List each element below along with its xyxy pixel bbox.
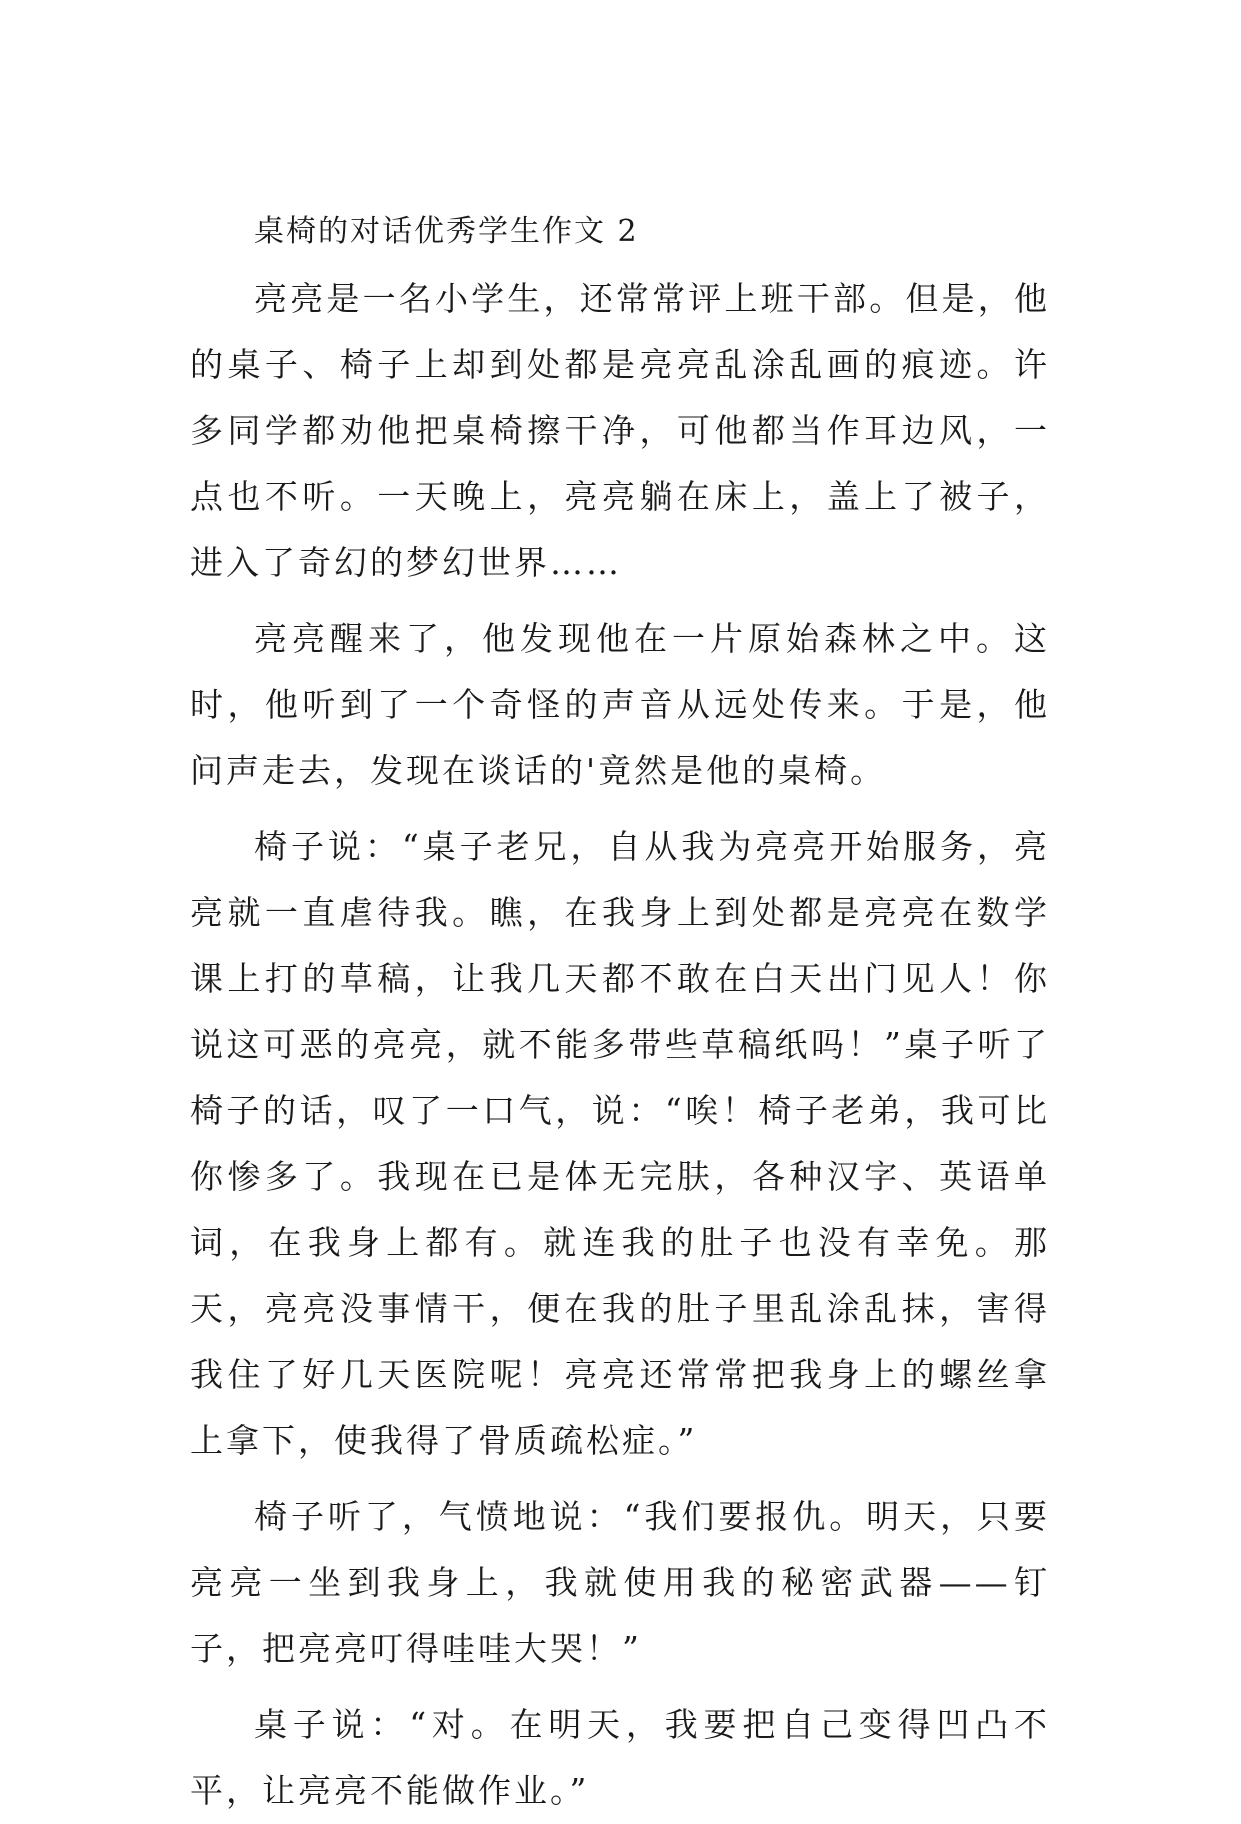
paragraph-2: 亮亮醒来了，他发现他在一片原始森林之中。这时，他听到了一个奇怪的声音从远处传来。于是，他问声走去，发现在谈话的'竟然是他的桌椅。 [190, 619, 1050, 790]
paragraph-4: 椅子听了，气愤地说：“我们要报仇。明天，只要亮亮一坐到我身上，我就使用我的秘密武器——钉子，把亮亮叮得哇哇大哭！” [190, 1497, 1050, 1668]
document-body [190, 210, 1050, 1824]
essay-title: 桌椅的对话优秀学生作文 2 [254, 214, 639, 249]
paragraph-5: 桌子说：“对。在明天，我要把自己变得凹凸不平，让亮亮不能做作业。” [190, 1705, 1050, 1810]
paragraph-1: 亮亮是一名小学生，还常常评上班干部。但是，他的桌子、椅子上却到处都是亮亮乱涂乱画的痕迹。许多同学都劝他把桌椅擦干净，可他都当作耳边风，一点也不听。一天晚上，亮亮躺在床上，盖上了被子，进入了奇幻的梦幻世界…… [190, 279, 1050, 582]
paragraph-3: 椅子说：“桌子老兄，自从我为亮亮开始服务，亮亮就一直虐待我。瞧，在我身上到处都是亮亮在数学课上打的草稿，让我几天都不敢在白天出门见人！你说这可恶的亮亮，就不能多带些草稿纸吗！”桌子听了椅子的话，叹了一口气，说：“唉！椅子老弟，我可比你惨多了。我现在已是体无完肤，各种汉字、英语单词，在我身上都有。就连我的肚子也没有幸免。那天，亮亮没事情干，便在我的肚子里乱涂乱抹，害得我住了好几天医院呢！亮亮还常常把我身上的螺丝拿上拿下，使我得了骨质疏松症。” [190, 827, 1050, 1460]
